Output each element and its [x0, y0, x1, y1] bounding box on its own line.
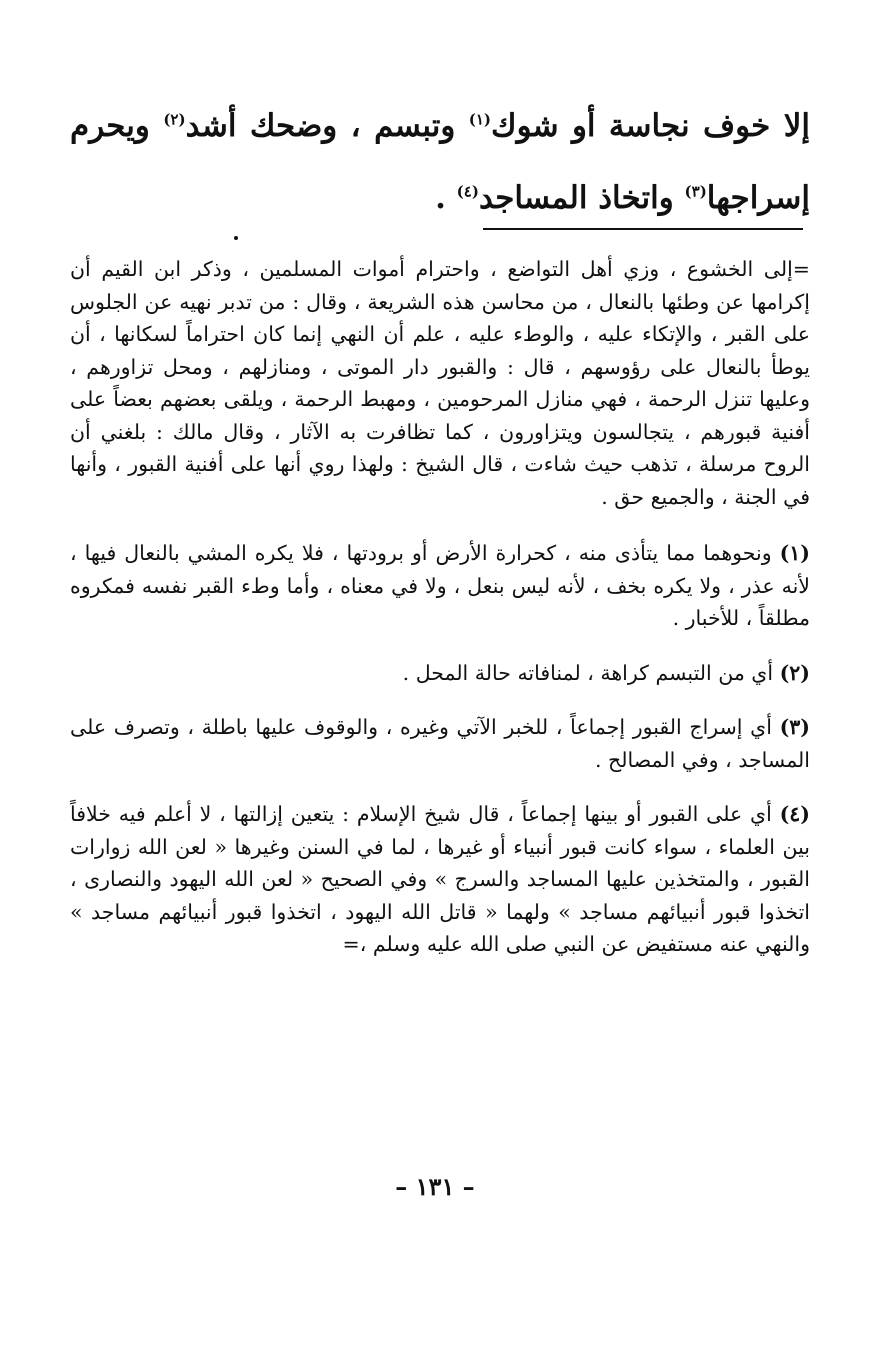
footnote-ref-2: (٢): [163, 110, 186, 129]
footnote-separator: [483, 228, 803, 230]
footnotes: [70, 253, 810, 983]
ink-dot: [234, 236, 238, 240]
footnote-ref-3: (٣): [684, 182, 707, 201]
page-number: – ١٣١ –: [395, 1172, 475, 1201]
main-text: [70, 90, 810, 234]
footnote-ref-4: (٤): [456, 182, 479, 201]
footnote-continuation: =إلى الخشوع ، وزي أهل التواضع ، واحترام أموات المسلمين ، وذكر ابن القيم أن إكرامها عن وطئها بالنعال ، من محاسن هذه الشريعة ، وقال : من تدبر نهيه عن الجلوس على القبر ، والإتكاء عليه ، والوطء عليه ، علم أن النهي إنما كان احتراماً لسكانها ، أن يوطأ بالنعال على رؤوسهم ، قال : والقبور دار الموتى ، ومنازلهم ، ومحل تزاورهم ، وعليها تنزل الرحمة ، فهي منازل المرحومين ، ومهبط الرحمة ، ويلقى بعضهم بعضاً على أفنية قبورهم ، يتجالسون ويتزاورون ، كما تظافرت به الآثار ، وقال مالك : بلغني أن الروح مرسلة ، تذهب حيث شاءت ، قال الشيخ : ولهذا روي أنها على أفنية القبور ، وأنها في الجنة ، والجميع حق .: [70, 257, 810, 509]
main-paragraph: إلا خوف نجاسة أو شوك$^{(١)}$ وتبسم ، وضحك أشد$^{(٢)}$ ويحرم إسراجها$^{(٣)}$ واتخاذ المساجد$^{(٤)}$ .: [70, 108, 811, 216]
footnote-4: (٤) أي على القبور أو بينها إجماعاً ، قال شيخ الإسلام : يتعين إزالتها ، لا أعلم فيه خلافاً بين العلماء ، سواء كانت قبور أنبياء أو غيرها ، لما في السنن وغيرها « لعن الله زوارات القبور ، والمتخذين عليها المساجد والسرج » وفي الصحيح « لعن الله اليهود والنصارى ، اتخذوا قبور أنبيائهم مساجد » ولهما « قاتل الله اليهود ، اتخذوا قبور أنبيائهم مساجد » والنهي عنه مستفيض عن النبي صلى الله عليه وسلم ،=: [70, 802, 810, 956]
footnote-2: (٢) أي من التبسم كراهة ، لمنافاته حالة المحل .: [402, 660, 810, 685]
footnote-ref-1: (١): [468, 110, 492, 129]
footnote-3: (٣) أي إسراج القبور إجماعاً ، للخبر الآتي وغيره ، والوقوف عليها باطلة ، وتصرف على المساجد ، وفي المصالح .: [70, 715, 810, 772]
footnote-1: (١) ونحوهما مما يتأذى منه ، كحرارة الأرض أو برودتها ، فلا يكره المشي بالنعال فيها ، لأنه عذر ، ولا يكره بخف ، لأنه ليس بنعل ، ولا في معناه ، وأما وطء القبر نفسه فمكروه مطلقاً ، للأخبار .: [70, 541, 810, 630]
